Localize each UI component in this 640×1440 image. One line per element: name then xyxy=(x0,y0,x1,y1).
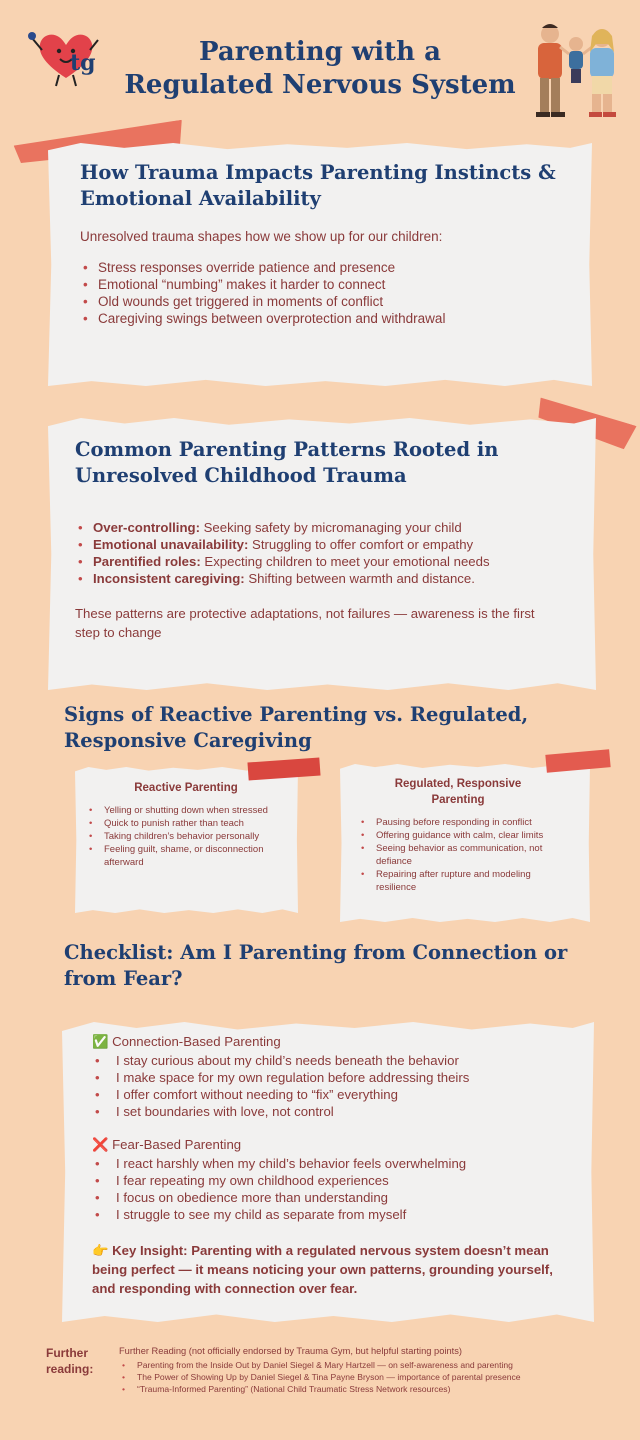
logo-text: tg xyxy=(70,50,96,76)
list-item: • I focus on obedience more than understanding xyxy=(92,1189,572,1206)
further-reading-label: Further reading: xyxy=(46,1346,94,1376)
checkmark-icon: ✅ xyxy=(92,1034,109,1049)
list-item xyxy=(75,519,580,536)
title-line-1: Parenting with a xyxy=(199,37,441,67)
title-line-2: Regulated Nervous System xyxy=(124,70,516,100)
list-item: • I stay curious about my child’s needs beneath the behavior xyxy=(92,1052,572,1069)
list-item: • Pausing before responding in conflict xyxy=(358,816,558,829)
family-icon xyxy=(522,14,628,124)
reference-item: • The Power of Showing Up by Daniel Siegel & Tina Payne Bryson — importance of parental presence xyxy=(119,1371,619,1383)
list-item: • I set boundaries with love, not control xyxy=(92,1103,572,1120)
pattern-term: Parentified roles: xyxy=(93,554,201,569)
list-item: • Quick to punish rather than teach xyxy=(86,817,286,830)
pattern-desc: Seeking safety by micromanaging your child xyxy=(203,520,462,535)
section-intro: Unresolved trauma shapes how we show up for our children: xyxy=(80,229,443,244)
section-checklist-heading xyxy=(64,940,594,992)
parenting-patterns-list xyxy=(75,519,580,587)
list-item: • Yelling or shutting down when stressed xyxy=(86,804,286,817)
tape-decoration xyxy=(247,758,320,781)
key-insight xyxy=(92,1241,572,1298)
pattern-term: Over-controlling: xyxy=(93,520,200,535)
list-item: • Caregiving swings between overprotection and withdrawal xyxy=(80,310,580,327)
connection-heading xyxy=(92,1033,572,1050)
card-regulated-content xyxy=(358,776,558,894)
reference-item: • “Trauma-Informed Parenting” (National Child Traumatic Stress Network resources) xyxy=(119,1383,619,1395)
list-item: • Emotional “numbing” makes it harder to connect xyxy=(80,276,580,293)
list-item xyxy=(75,553,580,570)
regulated-list xyxy=(358,816,558,894)
pattern-term: Emotional unavailability: xyxy=(93,537,249,552)
reference-item: • Parenting from the Inside Out by Daniel Siegel & Mary Hartzell — on self-awareness and parenting xyxy=(119,1359,619,1371)
pointing-hand-icon: 👉 xyxy=(92,1243,109,1258)
card-title: Reactive Parenting xyxy=(134,782,238,794)
list-item: • I offer comfort without needing to “fix” everything xyxy=(92,1086,572,1103)
references-list xyxy=(119,1359,619,1395)
fear-list xyxy=(92,1155,572,1223)
section-heading: How Trauma Impacts Parenting Instincts & Emotional Availability xyxy=(80,161,556,210)
further-reading-refs xyxy=(119,1345,619,1395)
list-item: • I struggle to see my child as separate from myself xyxy=(92,1206,572,1223)
connection-title: Connection-Based Parenting xyxy=(112,1034,281,1049)
pattern-desc: Expecting children to meet your emotional needs xyxy=(204,554,490,569)
card-reactive-content xyxy=(86,780,286,869)
section-heading: Checklist: Am I Parenting from Connection or from Fear? xyxy=(64,941,568,990)
cross-icon: ❌ xyxy=(92,1137,109,1152)
section-parenting-patterns-content xyxy=(75,437,580,642)
pattern-desc: Struggling to offer comfort or empathy xyxy=(252,537,474,552)
fear-heading xyxy=(92,1136,572,1153)
connection-list xyxy=(92,1052,572,1120)
list-item: • Old wounds get triggered in moments of conflict xyxy=(80,293,580,310)
section-note: These patterns are protective adaptations, not failures — awareness is the first step to change xyxy=(75,606,535,640)
list-item: • Seeing behavior as communication, not defiance xyxy=(358,842,558,868)
section-trauma-impacts-content xyxy=(80,160,580,327)
list-item: • Feeling guilt, shame, or disconnection afterward xyxy=(86,843,286,869)
section-reactive-vs-regulated xyxy=(64,702,594,754)
list-item: • I fear repeating my own childhood experiences xyxy=(92,1172,572,1189)
card-title: Regulated, Responsive Parenting xyxy=(394,778,522,806)
pattern-term: Inconsistent caregiving: xyxy=(93,571,245,586)
family-illustration xyxy=(522,14,628,124)
section-heading: Common Parenting Patterns Rooted in Unresolved Childhood Trauma xyxy=(75,438,499,487)
further-reading-intro: Further Reading (not officially endorsed by Trauma Gym, but helpful starting points) xyxy=(119,1346,462,1356)
page-title xyxy=(100,36,540,102)
list-item: • Repairing after rupture and modeling resilience xyxy=(358,868,558,894)
fear-title: Fear-Based Parenting xyxy=(112,1137,242,1152)
list-item xyxy=(75,536,580,553)
section-heading: Signs of Reactive Parenting vs. Regulated, Responsive Caregiving xyxy=(64,703,529,752)
list-item: • Taking children’s behavior personally xyxy=(86,830,286,843)
reactive-list xyxy=(86,804,286,869)
key-insight-text: Key Insight: Parenting with a regulated nervous system doesn’t mean being perfect — it means noticing your own patterns, grounding yourself, and responding with connection over fear. xyxy=(92,1243,553,1296)
list-item xyxy=(75,570,580,587)
list-item: • I react harshly when my child’s behavior feels overwhelming xyxy=(92,1155,572,1172)
trauma-impacts-list xyxy=(80,259,580,327)
list-item: • Stress responses override patience and presence xyxy=(80,259,580,276)
list-item: • I make space for my own regulation before addressing theirs xyxy=(92,1069,572,1086)
pattern-desc: Shifting between warmth and distance. xyxy=(248,571,475,586)
section-checklist-content xyxy=(92,1033,572,1298)
list-item: • Offering guidance with calm, clear limits xyxy=(358,829,558,842)
